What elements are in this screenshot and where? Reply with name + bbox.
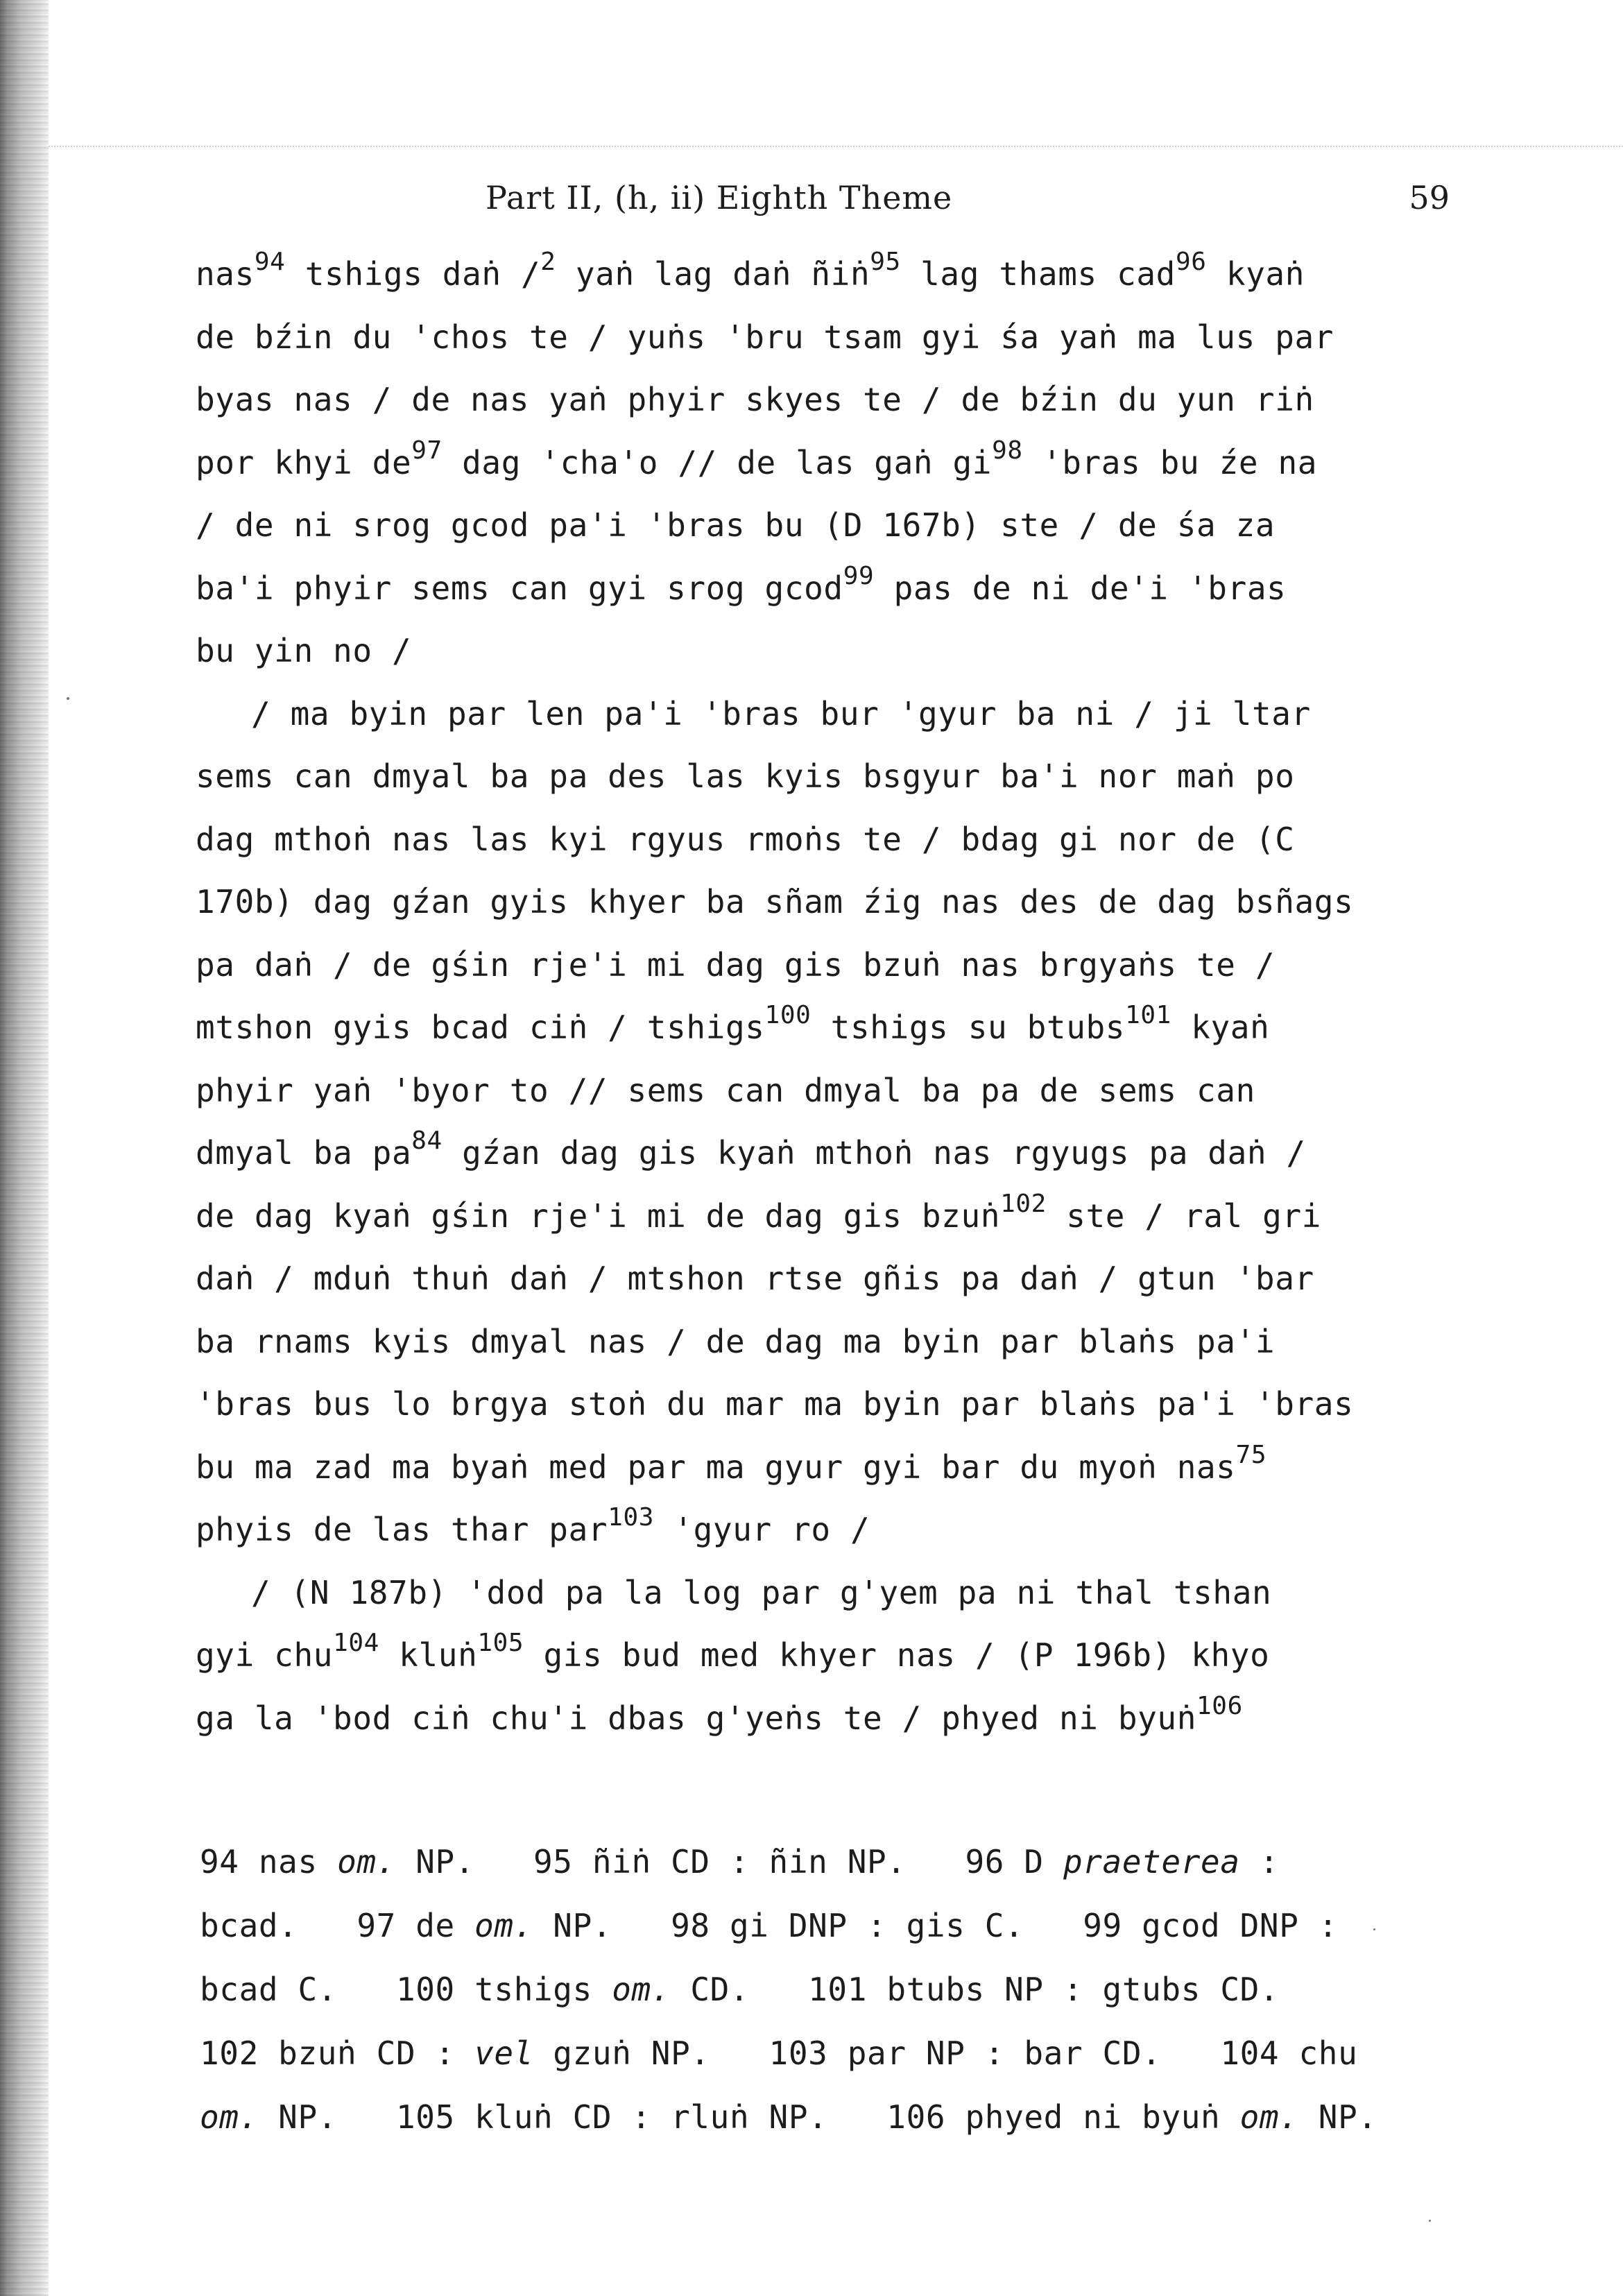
footnote-reference: 99: [843, 561, 875, 590]
body-line: [196, 1498, 1444, 1561]
text-segment: dag mthoṅ nas las kyi rgyus rmoṅs te / bdag gi nor de (C: [196, 820, 1295, 858]
italic-abbreviation: vel: [474, 2034, 534, 2072]
body-line: [196, 557, 1444, 620]
body-line: [196, 1185, 1444, 1248]
scan-speck: [1373, 1928, 1375, 1930]
body-line: [196, 494, 1444, 557]
footnote-reference: 95: [870, 248, 901, 276]
text-segment: 94 nas: [200, 1843, 338, 1881]
scan-speck: [1429, 2220, 1431, 2222]
italic-abbreviation: praeterea: [1063, 1843, 1240, 1881]
footnote-reference: 106: [1196, 1691, 1243, 1720]
text-segment: / ma byin par len pa'i 'bras bur 'gyur ba ni / ji ltar: [251, 694, 1311, 733]
body-line: [196, 1122, 1444, 1185]
text-segment: gis bud med khyer nas / (P 196b) khyo: [524, 1636, 1270, 1674]
text-segment: nas: [196, 255, 255, 293]
text-segment: dag 'cha'o // de las gaṅ gi: [442, 443, 993, 481]
body-line: [196, 996, 1444, 1059]
body-line: [196, 368, 1444, 431]
footnote-reference: 100: [764, 1001, 812, 1029]
body-line: [196, 431, 1444, 495]
text-segment: tshigs su btubs: [811, 1009, 1126, 1046]
italic-abbreviation: om.: [612, 1971, 671, 2008]
text-segment: lag thams cad: [900, 255, 1176, 293]
footnote-reference: 102: [1000, 1189, 1047, 1218]
text-segment: 170b) dag gźan gyis khyer ba sñam źig nas des de dag bsñags: [196, 883, 1354, 920]
text-segment: phyis de las thar par: [196, 1511, 608, 1548]
text-segment: 'bras bus lo brgya stoṅ du mar ma byin par blaṅs pa'i 'bras: [196, 1385, 1354, 1423]
text-segment: daṅ / mduṅ thuṅ daṅ / mtshon rtse gñis pa daṅ / gtun 'bar: [196, 1260, 1314, 1297]
footnote-reference: 101: [1125, 1001, 1171, 1029]
text-segment: de dag kyaṅ gśin rje'i mi de dag gis bzuṅ: [196, 1197, 1001, 1235]
text-segment: gyi chu: [196, 1636, 334, 1674]
text-segment: gzuṅ NP. 103 par NP : bar CD. 104 chu: [533, 2034, 1358, 2072]
body-line: [196, 1687, 1444, 1750]
footnote-reference: 104: [333, 1629, 379, 1657]
body-line: [196, 745, 1444, 808]
text-segment: NP. 105 kluṅ CD : rluṅ NP. 106 phyed ni byuṅ: [258, 2098, 1240, 2136]
text-segment: NP. 98 gi DNP : gis C. 99 gcod DNP :: [533, 1907, 1339, 1944]
body-line: [196, 619, 1444, 683]
text-segment: kluṅ: [379, 1636, 478, 1674]
text-segment: dmyal ba pa: [196, 1134, 412, 1172]
text-segment: pas de ni de'i 'bras: [874, 569, 1287, 607]
text-segment: mtshon gyis bcad ciṅ / tshigs: [196, 1009, 765, 1046]
footnote-line: [200, 1957, 1504, 2021]
text-segment: kyaṅ: [1206, 255, 1305, 293]
footnote-reference: 96: [1175, 248, 1207, 276]
body-line: [196, 934, 1444, 997]
italic-abbreviation: om.: [337, 1843, 396, 1881]
footnote-reference: 94: [254, 248, 286, 276]
text-segment: bcad. 97 de: [200, 1907, 475, 1944]
body-line: [196, 1436, 1444, 1499]
footnote-line: [200, 1894, 1504, 1957]
body-line: [196, 871, 1444, 934]
body-line: [196, 243, 1444, 306]
text-segment: 'bras bu źe na: [1022, 443, 1318, 481]
body-line: [196, 1247, 1444, 1310]
italic-abbreviation: om.: [1239, 2098, 1299, 2136]
footnote-reference: 97: [411, 436, 443, 465]
footnote-line: [200, 1830, 1504, 1894]
text-segment: byas nas / de nas yaṅ phyir skyes te / de bźin du yun riṅ: [196, 381, 1314, 418]
footnote-reference: 75: [1235, 1440, 1267, 1469]
text-segment: sems can dmyal ba pa des las kyis bsgyur ba'i nor maṅ po: [196, 757, 1295, 795]
text-segment: / (N 187b) 'dod pa la log par g'yem pa ni thal tshan: [251, 1573, 1272, 1611]
text-segment: pa daṅ / de gśin rje'i mi dag gis bzuṅ nas brgyaṅs te /: [196, 945, 1276, 984]
text-segment: bu ma zad ma byaṅ med par ma gyur gyi bar du myoṅ nas: [196, 1448, 1236, 1486]
text-segment: ba rnams kyis dmyal nas / de dag ma byin par blaṅs pa'i: [196, 1322, 1276, 1360]
text-segment: ba'i phyir sems can gyi srog gcod: [196, 569, 843, 607]
body-line: [196, 808, 1444, 871]
italic-abbreviation: om.: [474, 1907, 534, 1944]
text-segment: NP. 95 ñiṅ CD : ñin NP. 96 D: [395, 1843, 1063, 1881]
text-segment: yaṅ lag daṅ ñiṅ: [556, 255, 870, 293]
text-segment: 'gyur ro /: [654, 1511, 870, 1548]
text-segment: 102 bzuṅ CD :: [200, 2034, 475, 2072]
scan-speck: [67, 697, 69, 700]
body-line: [196, 683, 1444, 746]
text-segment: / de ni srog gcod pa'i 'bras bu (D 167b) ste / de śa za: [196, 506, 1276, 544]
body-line: [196, 306, 1444, 369]
footnote-line: [200, 2021, 1504, 2085]
italic-abbreviation: om.: [200, 2098, 259, 2136]
text-segment: tshigs daṅ /: [285, 255, 541, 293]
text-segment: kyaṅ: [1171, 1009, 1270, 1046]
body-line: [196, 1624, 1444, 1687]
body-line: [196, 1561, 1444, 1625]
text-segment: CD. 101 btubs NP : gtubs CD.: [671, 1971, 1280, 2008]
body-line: [196, 1310, 1444, 1373]
text-segment: ste / ral gri: [1046, 1197, 1322, 1235]
text-segment: :: [1239, 1843, 1280, 1881]
text-segment: ga la 'bod ciṅ chu'i dbas g'yeṅs te / phyed ni byuṅ: [196, 1699, 1197, 1737]
body-line: [196, 1059, 1444, 1122]
running-title: Part II, (h, ii) Eighth Theme: [486, 179, 953, 216]
footnote-line: [200, 2085, 1504, 2149]
text-segment: phyir yaṅ 'byor to // sems can dmyal ba pa de sems can: [196, 1071, 1255, 1109]
body-line: [196, 1373, 1444, 1436]
footnote-reference: 98: [992, 436, 1023, 465]
body-text: [196, 243, 1444, 1749]
text-segment: bcad C. 100 tshigs: [200, 1971, 612, 2008]
footnote-reference: 84: [411, 1126, 443, 1155]
text-segment: de bźin du 'chos te / yuṅs 'bru tsam gyi śa yaṅ ma lus par: [196, 318, 1334, 356]
footnote-reference: 105: [477, 1629, 524, 1657]
footnotes: [200, 1830, 1504, 2149]
text-segment: bu yin no /: [196, 632, 412, 669]
text-segment: NP.: [1298, 2098, 1377, 2136]
text-segment: por khyi de: [196, 443, 412, 481]
footnote-reference: 2: [540, 248, 556, 276]
text-segment: gźan dag gis kyaṅ mthoṅ nas rgyugs pa daṅ /: [442, 1134, 1306, 1172]
page-number: 59: [1409, 179, 1450, 216]
footnote-reference: 103: [608, 1503, 655, 1532]
